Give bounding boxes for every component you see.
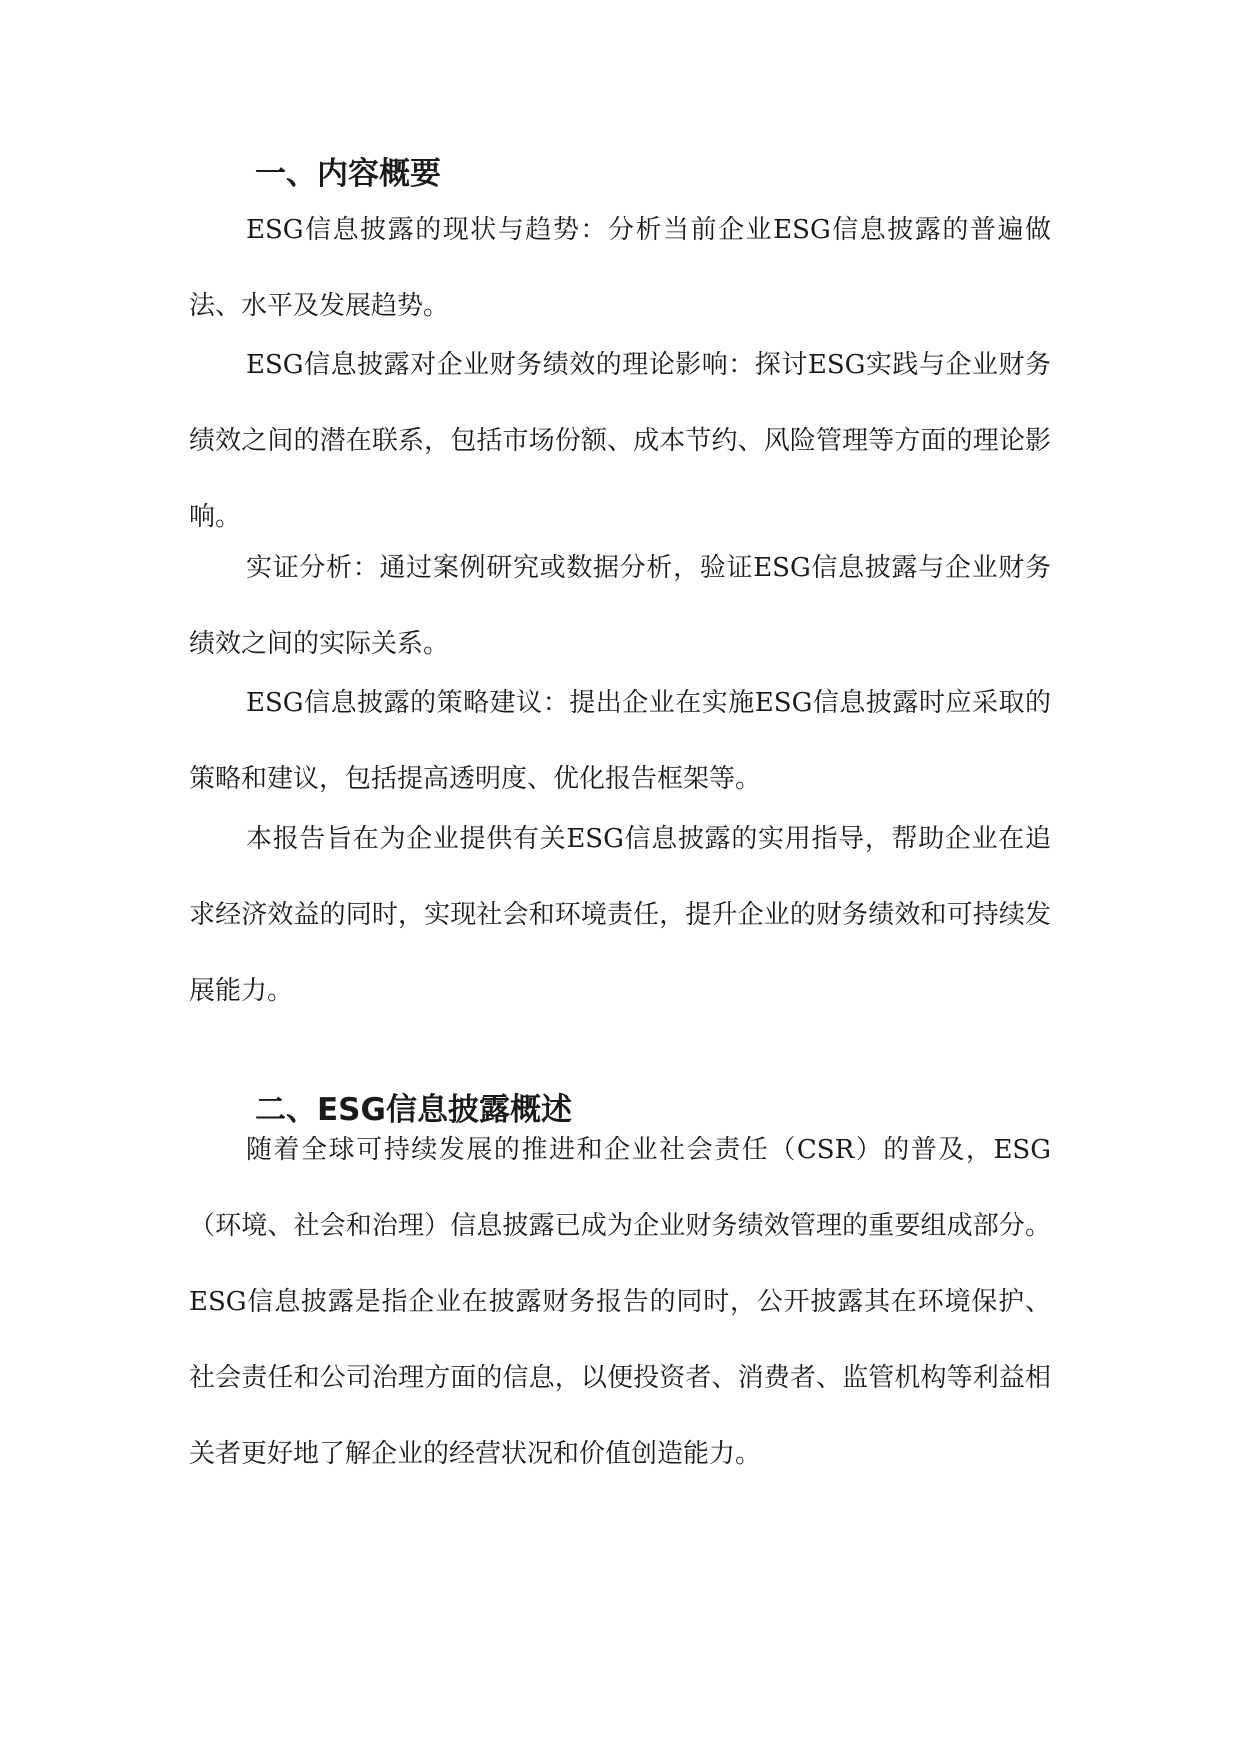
paragraph-report-purpose: 本报告旨在为企业提供有关ESG信息披露的实用指导，帮助企业在追求经济效益的同时，实现社会和环境责任，提升企业的财务绩效和可持续发展能力。	[189, 824, 1051, 1006]
paragraph-esg-overview: 随着全球可持续发展的推进和企业社会责任（CSR）的普及，ESG（环境、社会和治理）信息披露已成为企业财务绩效管理的重要组成部分。ESG信息披露是指企业在披露财务报告的同时，公开披露其在环境保护、社会责任和公司治理方面的信息，以便投资者、消费者、监管机构等利益相关者更好地了解企业的经营状况和价值创造能力。	[189, 1135, 1051, 1469]
paragraph-esg-theoretical-impact: ESG信息披露对企业财务绩效的理论影响：探讨ESG实践与企业财务绩效之间的潜在联系，包括市场份额、成本节约、风险管理等方面的理论影响。	[189, 350, 1051, 532]
section-heading-summary: 一、内容概要	[255, 156, 441, 192]
paragraph-esg-status-trends: ESG信息披露的现状与趋势：分析当前企业ESG信息披露的普遍做法、水平及发展趋势。	[189, 215, 1051, 321]
section-heading-esg-overview: 二、ESG信息披露概述	[255, 1092, 572, 1128]
paragraph-strategy-recommendations: ESG信息披露的策略建议：提出企业在实施ESG信息披露时应采取的策略和建议，包括提高透明度、优化报告框架等。	[189, 688, 1051, 794]
paragraph-empirical-analysis: 实证分析：通过案例研究或数据分析，验证ESG信息披露与企业财务绩效之间的实际关系。	[189, 553, 1051, 659]
